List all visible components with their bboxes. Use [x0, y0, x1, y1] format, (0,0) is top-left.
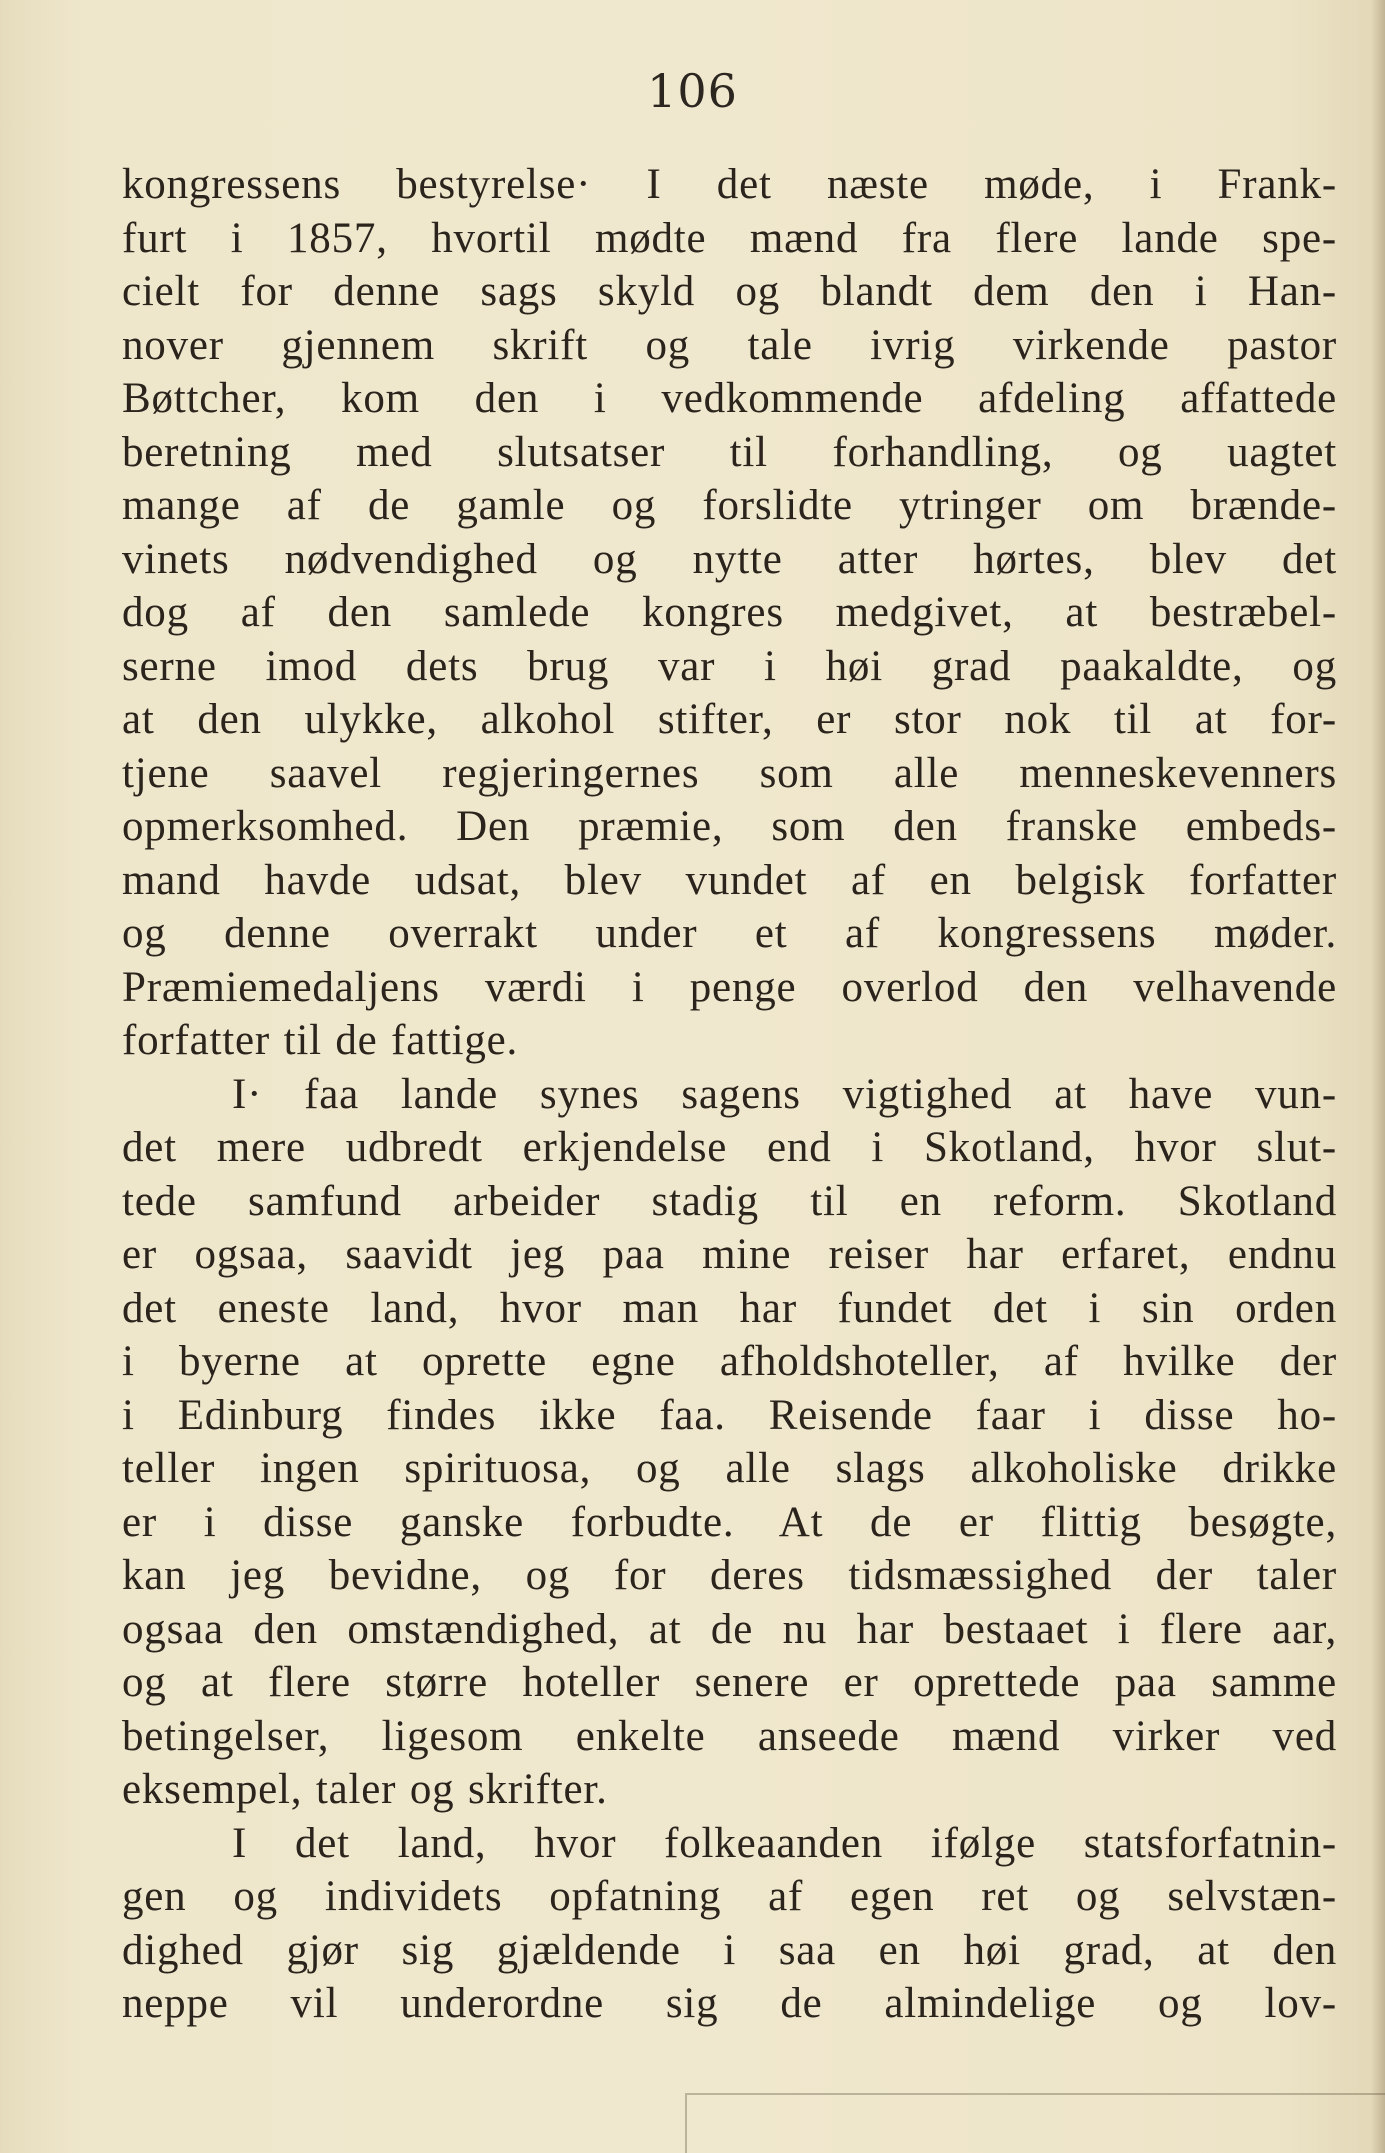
body-text: [122, 158, 1337, 2031]
text-line: eksempel, taler og skrifter.: [122, 1766, 608, 1813]
text-line: mand havde udsat, blev vundet af en belgisk forfatter: [122, 856, 1337, 904]
page-edge-shadow: [1371, 0, 1385, 2153]
text-line: vinets nødvendighed og nytte atter hørtes, blev det: [122, 535, 1337, 583]
text-line: i Edinburg findes ikke faa. Reisende faar i disse ho-: [122, 1391, 1337, 1439]
text-line: og at flere større hoteller senere er oprettede paa samme: [122, 1659, 1337, 1706]
text-line: er ogsaa, saavidt jeg paa mine reiser har erfaret, endnu: [122, 1231, 1337, 1278]
text-line: opmerksomhed. Den præmie, som den franske embeds-: [122, 803, 1337, 850]
text-line: i byerne at oprette egne afholdshoteller, af hvilke der: [122, 1338, 1337, 1385]
text-line: at den ulykke, alkohol stifter, er stor nok til at for-: [122, 696, 1337, 743]
page-number: 106: [647, 64, 738, 118]
text-line: neppe vil underordne sig de almindelige og lov-: [122, 1980, 1337, 2027]
text-line: forfatter til de fattige.: [122, 1017, 519, 1064]
text-line: nover gjennem skrift og tale ivrig virkende pastor: [122, 321, 1337, 369]
text-line: cielt for denne sags skyld og blandt dem den i Han-: [122, 268, 1337, 315]
text-line: Bøttcher, kom den i vedkommende afdeling affattede: [122, 375, 1337, 422]
text-line: dighed gjør sig gjældende i saa en høi grad, at den: [122, 1926, 1337, 1974]
text-line: kan jeg bevidne, og for deres tidsmæssighed der taler: [122, 1552, 1337, 1599]
text-line: det mere udbredt erkjendelse end i Skotland, hvor slut-: [122, 1124, 1337, 1171]
text-line: det eneste land, hvor man har fundet det i sin orden: [122, 1284, 1337, 1332]
text-line: teller ingen spirituosa, og alle slags alkoholiske drikke: [122, 1445, 1337, 1492]
text-line: furt i 1857, hvortil mødte mænd fra flere lande spe-: [122, 214, 1337, 262]
text-line: tjene saavel regjeringernes som alle menneskevenners: [122, 749, 1337, 797]
text-line: dog af den samlede kongres medgivet, at bestræbel-: [122, 589, 1337, 636]
text-line: I· faa lande synes sagens vigtighed at have vun-: [232, 1070, 1337, 1118]
text-line: betingelser, ligesom enkelte anseede mænd virker ved: [122, 1712, 1337, 1760]
text-line: tede samfund arbeider stadig til en reform. Skotland: [122, 1177, 1337, 1225]
text-line: er i disse ganske forbudte. At de er flittig besøgte,: [122, 1498, 1337, 1546]
text-line: og denne overrakt under et af kongressens møder.: [122, 910, 1337, 957]
text-line: I det land, hvor folkeaanden ifølge statsforfatnin-: [232, 1819, 1337, 1867]
page-corner-edge: [685, 2093, 1385, 2153]
text-line: mange af de gamle og forslidte ytringer om brænde-: [122, 482, 1337, 529]
text-line: kongressens bestyrelse· I det næste møde, i Frank-: [122, 161, 1337, 208]
text-line: gen og individets opfatning af egen ret og selvstæn-: [122, 1873, 1337, 1920]
text-line: Præmiemedaljens værdi i penge overlod den velhavende: [122, 963, 1337, 1011]
text-line: ogsaa den omstændighed, at de nu har bestaaet i flere aar,: [122, 1605, 1337, 1653]
text-line: beretning med slutsatser til forhandling, og uagtet: [122, 428, 1337, 476]
text-line: serne imod dets brug var i høi grad paakaldte, og: [122, 642, 1337, 690]
